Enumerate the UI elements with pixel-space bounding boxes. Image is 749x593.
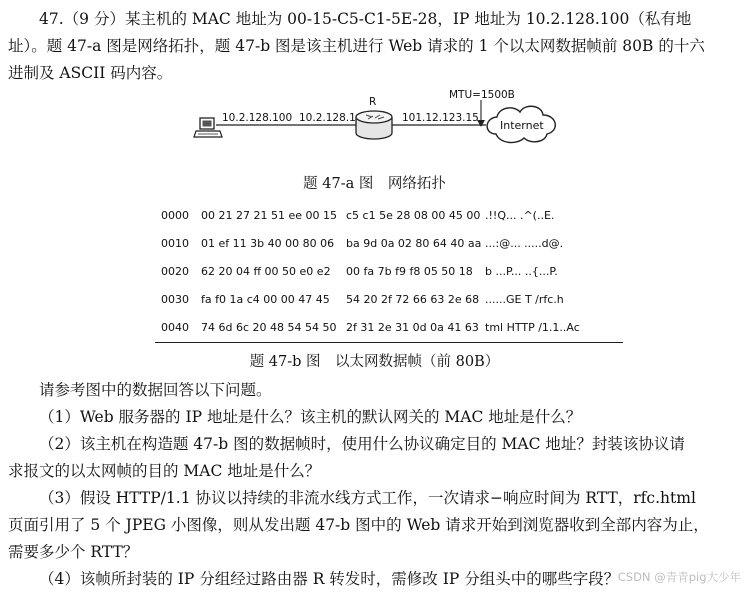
- dump-row: [155, 202, 623, 230]
- subquestion-2-line-1: （2）该主机在构造题 47-b 图的数据帧时，使用什么协议确定目的 MAC 地址？封装该协议请: [39, 435, 685, 453]
- row-hex-first: fa f0 1a c4 00 00 47 45: [201, 293, 330, 306]
- host-computer-icon: [194, 118, 222, 137]
- topology-caption: 题 47-a 图 网络拓扑: [303, 176, 446, 192]
- router-name-label: R: [369, 96, 377, 108]
- row-hex-second: 54 20 2f 72 66 63 2e 68: [346, 293, 480, 306]
- row-offset: 0040: [161, 321, 189, 334]
- subquestion-3-line-2: 页面引用了 5 个 JPEG 小图像，则从发出题 47-b 图中的 Web 请求开始到浏览器收到全部内容为止，: [8, 516, 709, 534]
- row-offset: 0010: [161, 237, 189, 250]
- row-hex-first: 74 6d 6c 20 48 54 54 50: [201, 321, 337, 334]
- host-ip-label: 10.2.128.100: [222, 112, 293, 124]
- frame-caption: 题 47-b 图 以太网数据帧（前 80B）: [249, 354, 500, 370]
- router-left-ip-label: 10.2.128.1: [299, 112, 356, 124]
- row-hex-second: 00 fa 7b f9 f8 05 50 18: [346, 265, 473, 278]
- subquestion-3-line-1: （3）假设 HTTP/1.1 协议以持续的非流水线方式工作，一次请求−响应时间为 RTT，rfc.html: [39, 489, 696, 507]
- dump-row: [155, 230, 623, 258]
- subquestion-4-line-1: （4）该帧所封装的 IP 分组经过路由器 R 转发时，需修改 IP 分组头中的哪些字段？: [39, 570, 620, 588]
- question-intro: [8, 6, 743, 87]
- row-ascii: tml HTTP /1.1..Ac: [485, 321, 580, 334]
- row-offset: 0030: [161, 293, 189, 306]
- subquestion-3-line-3: 需要多少个 RTT？: [8, 543, 139, 561]
- router-right-ip-label: 101.12.123.15: [402, 112, 479, 124]
- subquestion-1-line-1: （1）Web 服务器的 IP 地址是什么？该主机的默认网关的 MAC 地址是什么？: [39, 408, 582, 426]
- row-ascii: ...:@... .....d@.: [485, 237, 564, 250]
- mtu-label: MTU=1500B: [449, 89, 515, 101]
- instruction-text: 请参考图中的数据回答以下问题。: [39, 381, 272, 399]
- cloud-label: Internet: [500, 119, 544, 132]
- row-ascii: .!!Q... .^(..E.: [485, 209, 555, 222]
- row-ascii: ......GE T /rfc.h: [485, 293, 564, 306]
- row-hex-second: c5 c1 5e 28 08 00 45 00: [346, 209, 481, 222]
- dump-row: [155, 314, 623, 342]
- subquestion-2-line-2: 求报文的以太网帧的目的 MAC 地址是什么？: [8, 462, 321, 480]
- dump-row: [155, 258, 623, 286]
- router-icon: [356, 111, 392, 139]
- row-hex-first: 62 20 04 ff 00 50 e0 e2: [201, 265, 331, 278]
- intro-line-2: 址）。题 47-a 图是网络拓扑，题 47-b 图是该主机进行 Web 请求的 1 个以太网数据帧前 80B 的十六: [8, 37, 705, 55]
- row-offset: 0020: [161, 265, 189, 278]
- network-topology-diagram: [0, 88, 749, 166]
- row-offset: 0000: [161, 209, 189, 222]
- dump-row: [155, 286, 623, 314]
- row-hex-second: ba 9d 0a 02 80 64 40 aa: [346, 237, 482, 250]
- row-hex-second: 2f 31 2e 31 0d 0a 41 63: [346, 321, 479, 334]
- questions-block: [8, 377, 743, 593]
- row-hex-first: 00 21 27 21 51 ee 00 15: [201, 209, 337, 222]
- row-hex-first: 01 ef 11 3b 40 00 80 06: [201, 237, 335, 250]
- intro-line-1: 47.（9 分）某主机的 MAC 地址为 00-15-C5-C1-5E-28，IP 地址为 10.2.128.100（私有地: [39, 10, 692, 28]
- frame-hex-dump: [155, 202, 623, 343]
- intro-line-3: 进制及 ASCII 码内容。: [8, 64, 173, 82]
- row-ascii: b ...P... ..{...P.: [485, 265, 558, 278]
- watermark: CSDN @青青pig大少年: [617, 570, 741, 584]
